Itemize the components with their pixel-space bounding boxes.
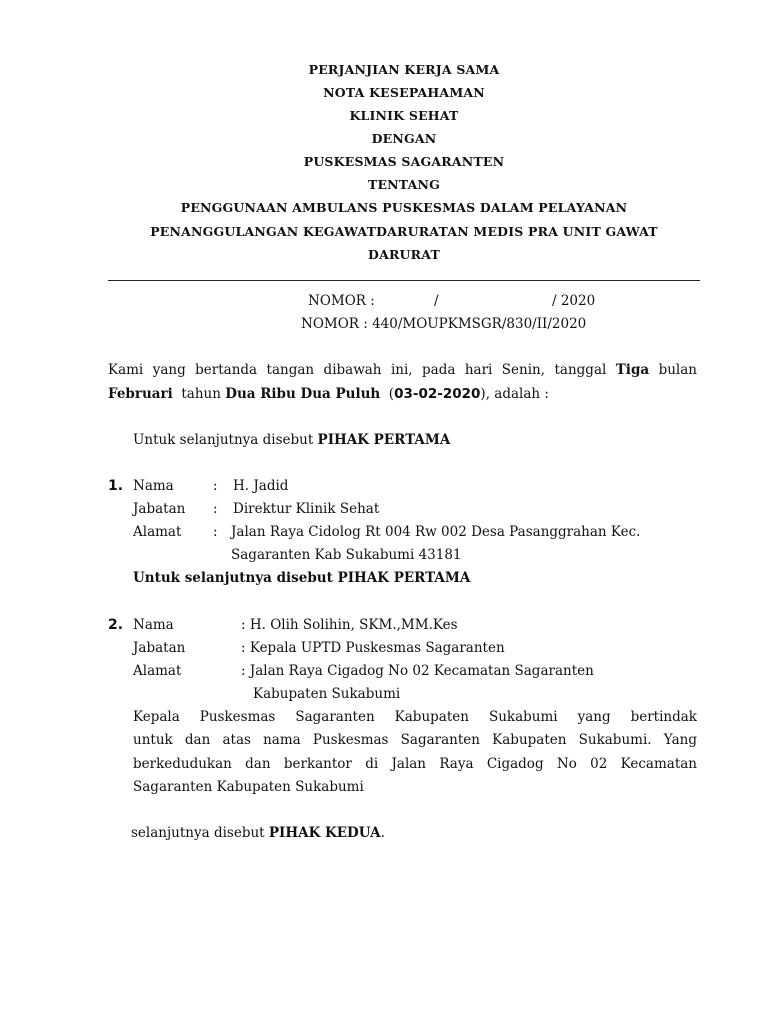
party1-closing: Untuk selanjutnya disebut PIHAK PERTAMA — [133, 570, 471, 586]
party1-number: 1. — [108, 478, 124, 494]
second-party-note: selanjutnya disebut PIHAK KEDUA. — [131, 825, 385, 841]
party1-title-colon: : — [213, 501, 218, 517]
nomor-label: NOMOR : — [308, 293, 375, 309]
party2-desc-line-4: Sagaranten Kabupaten Sukabumi — [133, 779, 364, 795]
title-line-7: PENGGUNAAN AMBULANS PUSKESMAS DALAM PELAYANAN — [180, 200, 628, 215]
party1-address-colon: : — [213, 524, 218, 540]
title-line-2: NOTA KESEPAHAMAN — [323, 85, 485, 100]
party1-title-value: Direktur Klinik Sehat — [233, 501, 380, 517]
title-line-5: PUSKESMAS SAGARANTEN — [303, 154, 505, 169]
party2-title-label: Jabatan — [133, 640, 186, 656]
party1-name-colon: : — [213, 478, 218, 494]
title-divider — [108, 280, 700, 281]
title-line-9: DARURAT — [368, 247, 440, 262]
party2-address-label: Alamat — [133, 663, 182, 679]
party1-address-line2: Sagaranten Kab Sukabumi 43181 — [231, 547, 462, 563]
party2-desc-line-2: untuk dan atas nama Puskesmas Sagaranten Kabupaten Sukabumi. Yang — [133, 732, 697, 748]
party2-desc-line-1: Kepala Puskesmas Sagaranten Kabupaten Sukabumi yang bertindak — [133, 709, 697, 725]
party1-title-label: Jabatan — [133, 501, 186, 517]
party1-address-line1: Jalan Raya Cidolog Rt 004 Rw 002 Desa Pasanggrahan Kec. — [231, 524, 641, 540]
party2-name-value: : H. Olih Solihin, SKM.,MM.Kes — [241, 617, 458, 633]
party2-title-value: : Kepala UPTD Puskesmas Sagaranten — [241, 640, 505, 656]
title-line-8: PENANGGULANGAN KEGAWATDARURATAN MEDIS PRA UNIT GAWAT — [150, 224, 658, 239]
title-line-3: KLINIK SEHAT — [349, 108, 459, 123]
nomor-year: / 2020 — [552, 293, 596, 309]
intro-line-2: Februari tahun Dua Ribu Dua Puluh (03-02-2020), adalah : — [108, 386, 549, 402]
party1-name-label: Nama — [133, 478, 174, 494]
title-line-6: TENTANG — [367, 177, 441, 192]
party2-address-line1: : Jalan Raya Cigadog No 02 Kecamatan Sagaranten — [241, 663, 594, 679]
party2-number: 2. — [108, 617, 124, 633]
party2-name-label: Nama — [133, 617, 174, 633]
title-line-4: DENGAN — [371, 131, 437, 146]
party2-desc-line-3: berkedudukan dan berkantor di Jalan Raya Cigadog No 02 Kecamatan — [133, 756, 697, 772]
party2-address-line2: Kabupaten Sukabumi — [253, 686, 401, 702]
party1-address-label: Alamat — [133, 524, 182, 540]
first-party-note: Untuk selanjutnya disebut PIHAK PERTAMA — [133, 432, 451, 448]
intro-line-1: Kami yang bertanda tangan dibawah ini, pada hari Senin, tanggal Tiga bulan — [108, 362, 697, 378]
nomor-number: NOMOR : 440/MOUPKMSGR/830/II/2020 — [301, 316, 587, 332]
nomor-slash: / — [434, 293, 439, 309]
party1-name-value: H. Jadid — [233, 478, 289, 494]
title-line-1: PERJANJIAN KERJA SAMA — [308, 62, 500, 77]
